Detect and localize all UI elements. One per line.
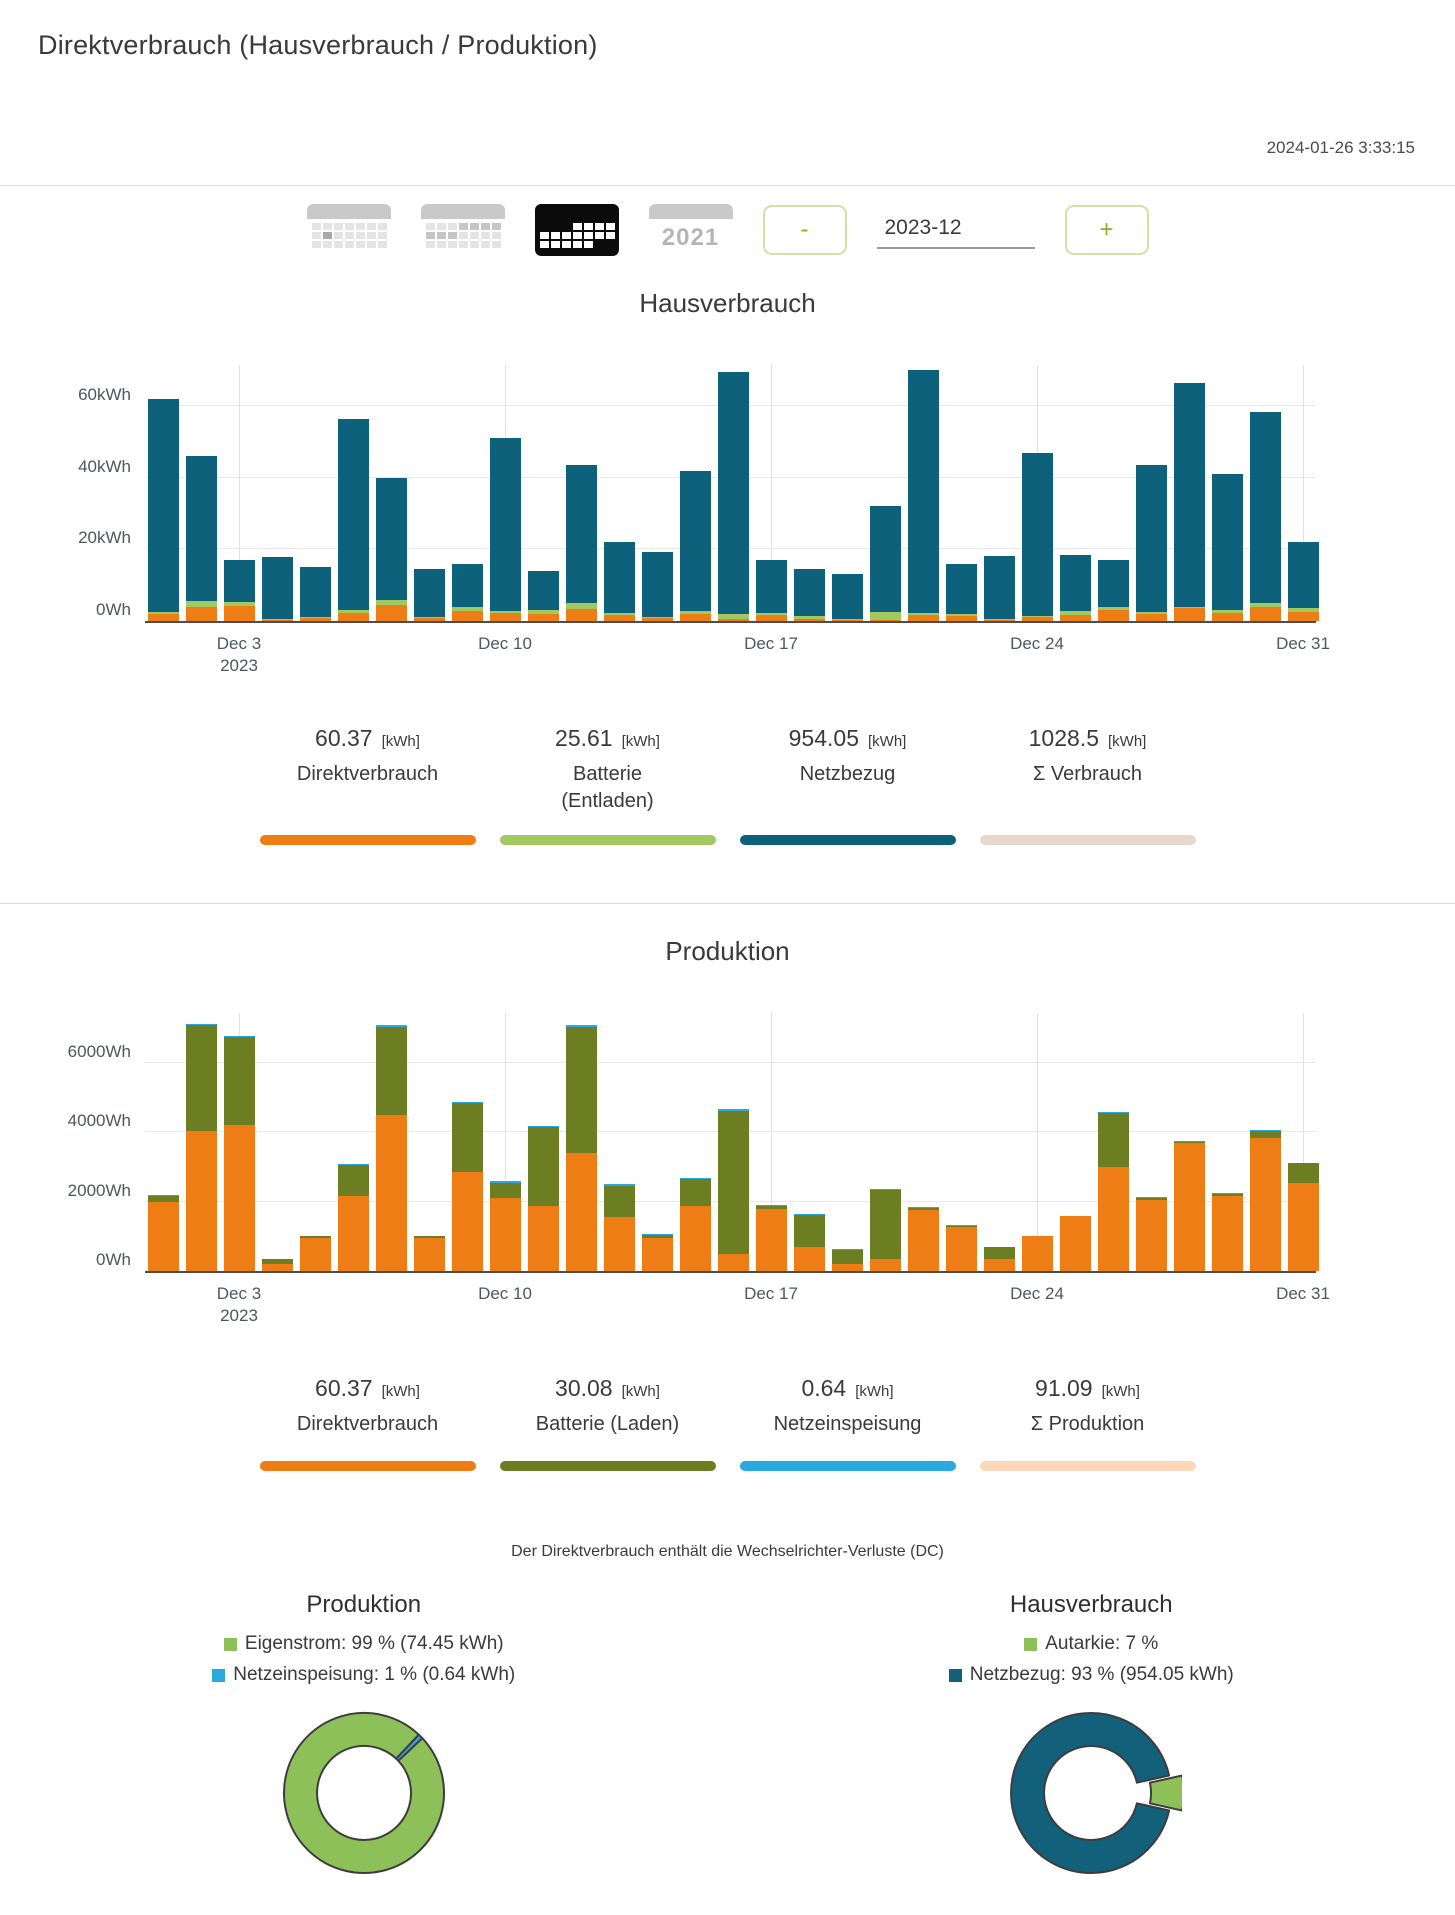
year-icon-label: 2021	[661, 224, 720, 251]
bar-dec-12	[566, 465, 597, 621]
bar-dec-31	[1288, 1163, 1319, 1271]
bar-segment-direktverbrauch	[338, 613, 369, 621]
bar-segment-direktverbrauch	[1250, 607, 1281, 621]
stat-label: Netzbezug	[799, 763, 896, 785]
bar-dec-2	[186, 456, 217, 621]
bar-segment-direktverbrauch	[756, 615, 787, 621]
bar-segment-direktverbrauch	[452, 611, 483, 621]
bar-dec-3	[224, 1036, 255, 1271]
bar-segment-direktverbrauch	[1060, 1216, 1091, 1271]
page-header	[0, 0, 1455, 186]
bar-segment-direktverbrauch	[984, 620, 1015, 621]
y-axis-label: 40kWh	[78, 456, 131, 476]
stat-unit: [kWh]	[868, 733, 907, 750]
bar-dec-22	[946, 564, 977, 621]
bar-segment-direktverbrauch	[946, 616, 977, 621]
stat-label: Σ Verbrauch	[1032, 763, 1143, 785]
hausverbrauch-plot-area	[78, 365, 1316, 623]
bar-segment-netzbezug	[262, 557, 293, 619]
stat-summe-verbrauch	[980, 725, 1196, 845]
bar-segment-batterie-laden-	[680, 1179, 711, 1206]
bar-segment-direktverbrauch	[1250, 1138, 1281, 1271]
bar-dec-11	[528, 1126, 559, 1271]
bar-segment-netzbezug	[1136, 465, 1167, 612]
bar-dec-7	[376, 1025, 407, 1271]
bar-segment-direktverbrauch	[1212, 613, 1243, 621]
bar-segment-direktverbrauch	[300, 618, 331, 621]
bar-segment-direktverbrauch	[984, 1259, 1015, 1271]
stat-value: 25.61	[555, 725, 613, 751]
stat-color-bar	[260, 1461, 476, 1471]
bar-dec-6	[338, 1164, 369, 1271]
stat-label: Σ Produktion	[1030, 1413, 1145, 1435]
week-calendar-icon	[421, 204, 505, 256]
bar-dec-28	[1174, 1141, 1205, 1271]
legend-item-autarkie: Autarkie: 7 %	[1024, 1633, 1158, 1655]
period-toolbar	[0, 202, 1455, 258]
bar-segment-batterie-laden-	[794, 1215, 825, 1248]
bar-dec-23	[984, 556, 1015, 621]
bar-segment-netzbezug	[1212, 474, 1243, 610]
week-view-button[interactable]	[421, 204, 505, 256]
stat-batterie-laden	[500, 1375, 716, 1471]
hausverbrauch-chart	[78, 365, 1316, 623]
bar-dec-25	[1060, 1216, 1091, 1271]
bar-segment-direktverbrauch	[794, 1247, 825, 1271]
stat-value: 91.09	[1035, 1375, 1093, 1401]
bar-segment-direktverbrauch	[414, 1238, 445, 1271]
bar-dec-5	[300, 567, 331, 621]
donut-slice-autarkie	[1150, 1776, 1182, 1811]
bar-segment-netzbezug	[1060, 555, 1091, 611]
bar-dec-10	[490, 438, 521, 621]
bar-dec-24	[1022, 1236, 1053, 1271]
bar-segment-netzbezug	[1098, 560, 1129, 607]
bar-segment-direktverbrauch	[300, 1238, 331, 1271]
bar-segment-direktverbrauch	[794, 619, 825, 621]
bar-segment-direktverbrauch	[148, 614, 179, 621]
bar-dec-30	[1250, 412, 1281, 621]
bar-dec-1	[148, 399, 179, 621]
bar-segment-netzbezug	[1250, 412, 1281, 603]
bar-segment-direktverbrauch	[338, 1196, 369, 1271]
bar-segment-direktverbrauch	[1136, 614, 1167, 621]
produktion-donut-legend	[212, 1633, 515, 1686]
bar-segment-direktverbrauch	[1174, 608, 1205, 621]
bar-dec-12	[566, 1025, 597, 1271]
next-month-button[interactable]: +	[1065, 205, 1149, 255]
bar-segment-direktverbrauch	[908, 1210, 939, 1271]
stat-label: Direktverbrauch	[296, 763, 439, 785]
bar-dec-8	[414, 1236, 445, 1271]
stat-summe-produktion	[980, 1375, 1196, 1471]
bar-dec-2	[186, 1024, 217, 1271]
bar-dec-6	[338, 419, 369, 621]
bar-dec-19	[832, 574, 863, 621]
stat-color-bar	[980, 835, 1196, 845]
netzbezug-swatch-icon	[949, 1669, 962, 1682]
bar-segment-netzbezug	[1022, 453, 1053, 617]
bar-dec-26	[1098, 1112, 1129, 1271]
hausverbrauch-donut-title: Hausverbrauch	[1009, 1591, 1173, 1618]
stat-color-bar	[980, 1461, 1196, 1471]
bar-dec-4	[262, 1259, 293, 1271]
bar-dec-25	[1060, 555, 1091, 621]
bar-segment-direktverbrauch	[718, 1254, 749, 1271]
bar-dec-27	[1136, 1197, 1167, 1271]
bar-segment-direktverbrauch	[680, 1206, 711, 1271]
y-axis-label: 6000Wh	[67, 1042, 131, 1061]
bar-dec-20	[870, 506, 901, 621]
h-gridline	[145, 1062, 1316, 1063]
netzeinspeisung-swatch-icon	[212, 1669, 225, 1682]
donut-slice-netzbezug	[1011, 1713, 1169, 1873]
bar-segment-direktverbrauch	[832, 1264, 863, 1271]
hausverbrauch-donut-column	[728, 1591, 1455, 1884]
bar-segment-direktverbrauch	[566, 1153, 597, 1271]
bar-segment-netzbezug	[756, 560, 787, 613]
stat-unit: [kWh]	[1101, 1383, 1140, 1400]
bar-dec-3	[224, 560, 255, 621]
bar-segment-direktverbrauch	[224, 606, 255, 621]
stat-value: 0.64	[801, 1375, 847, 1401]
bar-segment-direktverbrauch	[490, 1198, 521, 1271]
bar-dec-21	[908, 1207, 939, 1271]
bar-dec-14	[642, 552, 673, 621]
bar-segment-direktverbrauch	[642, 618, 673, 621]
produktion-donut-title: Produktion	[306, 1591, 422, 1618]
bar-segment-batterie-laden-	[338, 1165, 369, 1196]
bar-segment-batterie-laden-	[490, 1183, 521, 1199]
bar-dec-10	[490, 1181, 521, 1271]
x-axis-label: Dec 3 2023	[216, 1284, 262, 1325]
bar-segment-direktverbrauch	[224, 1125, 255, 1271]
stat-value: 60.37	[315, 725, 373, 751]
bar-dec-9	[452, 564, 483, 621]
bar-segment-batterie-laden-	[1288, 1163, 1319, 1182]
bar-segment-direktverbrauch	[604, 1217, 635, 1271]
bar-segment-direktverbrauch	[946, 1227, 977, 1271]
stat-value: 30.08	[555, 1375, 613, 1401]
bar-segment-direktverbrauch	[1022, 617, 1053, 621]
bar-segment-netzbezug	[718, 372, 749, 614]
bar-segment-direktverbrauch	[1136, 1200, 1167, 1271]
bar-segment-netzbezug	[566, 465, 597, 603]
stat-unit: [kWh]	[1108, 733, 1147, 750]
stat-batterie-entladen	[500, 725, 716, 845]
v-gridline	[1037, 1013, 1038, 1271]
bar-segment-batterie-laden-	[832, 1250, 863, 1264]
bar-dec-17	[756, 1205, 787, 1271]
bar-segment-netzbezug	[680, 471, 711, 611]
bar-segment-batterie-laden-	[566, 1027, 597, 1154]
bar-segment-netzbezug	[604, 542, 635, 612]
year-calendar-icon	[649, 204, 733, 256]
bar-dec-15	[680, 1178, 711, 1271]
bar-segment-netzbezug	[490, 438, 521, 610]
x-axis-label: Dec 17	[744, 1284, 798, 1303]
legend-item-netzbezug: Netzbezug: 93 % (954.05 kWh)	[949, 1664, 1234, 1686]
bar-dec-20	[870, 1189, 901, 1271]
produktion-donut-chart	[273, 1702, 455, 1884]
bar-segment-direktverbrauch	[1022, 1236, 1053, 1271]
bar-segment-direktverbrauch	[566, 609, 597, 621]
bar-dec-28	[1174, 383, 1205, 621]
bar-segment-netzbezug	[832, 574, 863, 619]
bar-segment-netzbezug	[300, 567, 331, 617]
x-axis-label: Dec 31	[1276, 634, 1330, 653]
stat-label: Batterie (Entladen)	[561, 763, 654, 812]
bar-segment-direktverbrauch	[1288, 612, 1319, 621]
bar-segment-netzbezug	[186, 456, 217, 601]
bar-dec-21	[908, 370, 939, 621]
stat-label: Netzeinspeisung	[773, 1413, 922, 1435]
bar-segment-netzbezug	[1174, 383, 1205, 607]
bar-dec-23	[984, 1247, 1015, 1271]
bar-segment-direktverbrauch	[1288, 1183, 1319, 1271]
stat-label: Direktverbrauch	[296, 1413, 439, 1435]
donut-section	[0, 1591, 1455, 1884]
bar-segment-direktverbrauch	[832, 620, 863, 621]
bar-segment-direktverbrauch	[262, 1264, 293, 1271]
stat-label: Batterie (Laden)	[535, 1413, 680, 1435]
bar-dec-27	[1136, 465, 1167, 621]
bar-segment-netzbezug	[376, 478, 407, 600]
bar-segment-direktverbrauch	[870, 620, 901, 621]
x-axis-label: Dec 17	[744, 634, 798, 653]
bar-segment-direktverbrauch	[452, 1172, 483, 1271]
bar-segment-direktverbrauch	[186, 1131, 217, 1271]
bar-segment-netzbezug	[794, 569, 825, 616]
bar-dec-19	[832, 1249, 863, 1271]
bar-segment-netzbezug	[1288, 542, 1319, 608]
bar-segment-batterie-laden-	[376, 1027, 407, 1115]
bar-dec-29	[1212, 474, 1243, 621]
bar-segment-batterie-entladen-	[870, 612, 901, 620]
produktion-chart	[67, 1013, 1316, 1273]
bar-segment-direktverbrauch	[604, 615, 635, 621]
bar-dec-13	[604, 1184, 635, 1271]
bar-segment-batterie-laden-	[528, 1127, 559, 1206]
eigenstrom-swatch-icon	[224, 1638, 237, 1651]
bar-segment-netzbezug	[908, 370, 939, 613]
produktion-donut-column	[0, 1591, 728, 1884]
bar-dec-24	[1022, 453, 1053, 621]
stat-direktverbrauch	[260, 1375, 476, 1471]
bar-segment-batterie-laden-	[224, 1037, 255, 1125]
produktion-stats-row	[0, 1375, 1455, 1471]
bar-segment-netzbezug	[414, 569, 445, 616]
bar-segment-direktverbrauch	[1098, 1167, 1129, 1271]
stat-unit: [kWh]	[381, 733, 420, 750]
hausverbrauch-chart-title: Hausverbrauch	[639, 288, 816, 318]
x-axis-label: Dec 24	[1010, 1284, 1064, 1303]
stat-color-bar	[740, 835, 956, 845]
legend-item-eigenstrom: Eigenstrom: 99 % (74.45 kWh)	[224, 1633, 504, 1655]
bar-dec-8	[414, 569, 445, 621]
month-input[interactable]	[877, 212, 1035, 249]
bar-segment-direktverbrauch	[908, 615, 939, 621]
y-axis-label: 4000Wh	[67, 1111, 131, 1131]
bar-segment-netzbezug	[528, 571, 559, 610]
bar-segment-direktverbrauch	[756, 1209, 787, 1271]
bar-segment-direktverbrauch	[376, 1115, 407, 1271]
year-view-button[interactable]	[649, 204, 733, 256]
bar-segment-batterie-laden-	[452, 1103, 483, 1172]
stat-value: 60.37	[315, 1375, 373, 1401]
y-axis-label: 0Wh	[96, 600, 131, 619]
bar-dec-18	[794, 569, 825, 621]
stat-color-bar	[260, 835, 476, 845]
y-axis-label: 0Wh	[96, 1250, 131, 1269]
previous-month-button[interactable]: -	[763, 205, 847, 255]
bar-dec-13	[604, 542, 635, 621]
bar-segment-direktverbrauch	[186, 607, 217, 622]
bar-segment-direktverbrauch	[870, 1259, 901, 1271]
bar-segment-netzbezug	[148, 399, 179, 612]
stat-netzbezug	[740, 725, 956, 845]
hausverbrauch-donut-chart	[1000, 1702, 1182, 1884]
stat-color-bar	[740, 1461, 956, 1471]
bar-segment-direktverbrauch	[490, 613, 521, 621]
bar-dec-16	[718, 372, 749, 621]
bar-segment-netzbezug	[946, 564, 977, 614]
x-axis-label: Dec 10	[478, 1284, 532, 1303]
bar-segment-batterie-laden-	[1250, 1131, 1281, 1138]
stat-netzeinspeisung	[740, 1375, 956, 1471]
day-view-button[interactable]	[307, 204, 391, 256]
bar-segment-direktverbrauch	[528, 1206, 559, 1271]
bar-dec-29	[1212, 1193, 1243, 1271]
autarkie-swatch-icon	[1024, 1638, 1037, 1651]
bar-segment-direktverbrauch	[680, 614, 711, 621]
stat-unit: [kWh]	[621, 1383, 660, 1400]
x-axis-label: Dec 24	[1010, 634, 1064, 653]
bar-segment-direktverbrauch	[1174, 1143, 1205, 1271]
bar-segment-direktverbrauch	[262, 620, 293, 621]
stat-value: 954.05	[788, 725, 859, 751]
bar-segment-netzbezug	[984, 556, 1015, 619]
bar-dec-14	[642, 1234, 673, 1271]
bar-segment-direktverbrauch	[376, 605, 407, 621]
bar-dec-5	[300, 1236, 331, 1271]
report-timestamp: 2024-01-26 3:33:15	[1266, 138, 1415, 157]
bar-dec-18	[794, 1214, 825, 1271]
bar-dec-30	[1250, 1130, 1281, 1271]
section-divider	[0, 903, 1455, 904]
bar-segment-netzbezug	[338, 419, 369, 611]
produktion-x-axis	[145, 1273, 1330, 1329]
y-axis-label: 2000Wh	[67, 1180, 131, 1200]
bar-dec-22	[946, 1225, 977, 1271]
bar-segment-direktverbrauch	[148, 1202, 179, 1271]
bar-segment-batterie-laden-	[1098, 1113, 1129, 1167]
x-axis-label: Dec 10	[478, 634, 532, 653]
y-axis-label: 60kWh	[78, 385, 131, 404]
month-calendar-icon	[535, 204, 619, 256]
bar-segment-direktverbrauch	[414, 618, 445, 621]
produktion-chart-title: Produktion	[665, 936, 790, 966]
stat-color-bar	[500, 1461, 716, 1471]
x-axis-label: Dec 3 2023	[216, 634, 262, 675]
bar-segment-direktverbrauch	[1212, 1196, 1243, 1271]
stat-value: 1028.5	[1028, 725, 1099, 751]
bar-segment-direktverbrauch	[718, 619, 749, 621]
bar-segment-netzbezug	[642, 552, 673, 617]
page-title: Direktverbrauch (Hausverbrauch / Produktion)	[38, 30, 598, 60]
stat-direktverbrauch	[260, 725, 476, 845]
bar-dec-1	[148, 1195, 179, 1271]
y-axis-label: 20kWh	[78, 528, 131, 548]
bar-dec-4	[262, 557, 293, 621]
bar-segment-direktverbrauch	[642, 1238, 673, 1271]
stat-color-bar	[500, 835, 716, 845]
bar-dec-15	[680, 471, 711, 621]
bar-segment-direktverbrauch	[528, 614, 559, 621]
bar-segment-netzbezug	[224, 560, 255, 602]
legend-item-netzeinspeisung: Netzeinspeisung: 1 % (0.64 kWh)	[212, 1664, 515, 1686]
bar-segment-batterie-laden-	[870, 1190, 901, 1259]
bar-dec-31	[1288, 542, 1319, 621]
hausverbrauch-x-axis	[145, 623, 1330, 679]
bar-dec-26	[1098, 560, 1129, 621]
bar-segment-direktverbrauch	[1060, 615, 1091, 621]
bar-dec-17	[756, 560, 787, 621]
produktion-plot-area	[67, 1013, 1316, 1273]
stat-unit: [kWh]	[855, 1383, 894, 1400]
month-view-button-active[interactable]	[535, 204, 619, 256]
hausverbrauch-donut-legend	[949, 1633, 1234, 1686]
bar-dec-9	[452, 1102, 483, 1272]
x-axis-label: Dec 31	[1276, 1284, 1330, 1303]
bar-segment-netzbezug	[870, 506, 901, 612]
stat-unit: [kWh]	[621, 733, 660, 750]
bar-segment-direktverbrauch	[1098, 610, 1129, 621]
hausverbrauch-stats-row	[0, 725, 1455, 845]
bar-dec-16	[718, 1109, 749, 1271]
bar-dec-7	[376, 478, 407, 621]
bar-segment-batterie-laden-	[186, 1025, 217, 1131]
day-calendar-icon	[307, 204, 391, 256]
bar-segment-batterie-laden-	[604, 1186, 635, 1217]
bar-dec-11	[528, 571, 559, 621]
dc-losses-note: Der Direktverbrauch enthält die Wechselrichter-Verluste (DC)	[511, 1543, 944, 1560]
bar-segment-batterie-laden-	[984, 1247, 1015, 1259]
stat-unit: [kWh]	[381, 1383, 420, 1400]
bar-segment-batterie-laden-	[718, 1111, 749, 1255]
bar-segment-netzbezug	[452, 564, 483, 608]
